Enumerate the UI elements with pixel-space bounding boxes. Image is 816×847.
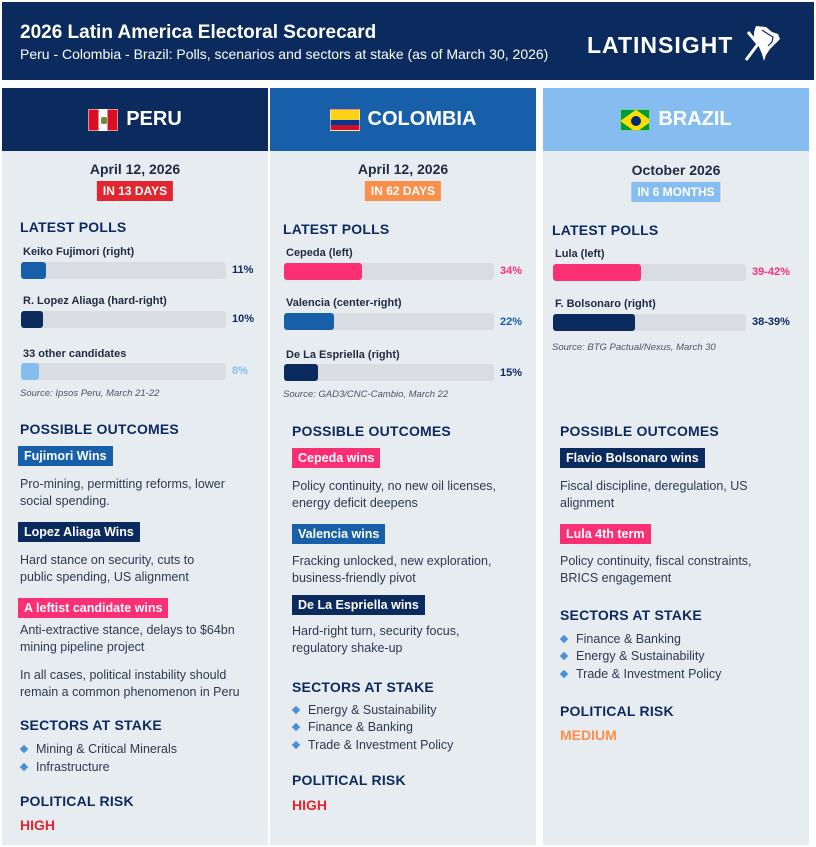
poll-label: R. Lopez Aliaga (hard-right) bbox=[23, 295, 167, 307]
outcome-note: In all cases, political instability should remain a common phenomenon in Peru bbox=[20, 668, 240, 699]
polls-title: LATEST POLLS bbox=[20, 219, 127, 235]
sectors-title: SECTORS AT STAKE bbox=[292, 679, 434, 695]
poll-value: 15% bbox=[500, 367, 523, 379]
outcome-tag: Flavio Bolsonaro wins bbox=[560, 448, 705, 468]
peru-column bbox=[2, 88, 268, 845]
outcome-description: Policy continuity, no new oil licenses, energy deficit deepens bbox=[292, 479, 497, 510]
outcome-description: Hard-right turn, security focus, regulatory shake-up bbox=[292, 624, 460, 655]
risk-title: POLITICAL RISK bbox=[560, 703, 674, 719]
page-subtitle: Peru - Colombia - Brazil: Polls, scenarios and sectors at stake (as of March 30, 2026) bbox=[20, 46, 549, 62]
countdown-badge: IN 62 DAYS bbox=[365, 181, 441, 201]
risk-level: HIGH bbox=[292, 797, 327, 813]
outcome-description: Pro-mining, permitting reforms, lower social spending. bbox=[20, 477, 225, 508]
poll-label: 33 other candidates bbox=[23, 348, 127, 360]
poll-value: 11% bbox=[232, 264, 254, 276]
sector-item: Finance & Banking bbox=[293, 720, 413, 734]
poll-bar-track bbox=[284, 263, 494, 280]
poll-value: 39-42% bbox=[752, 266, 790, 278]
country-name: COLOMBIA bbox=[367, 108, 477, 130]
election-date: October 2026 bbox=[631, 162, 721, 178]
outcome-tag: De La Espriella wins bbox=[292, 595, 425, 615]
poll-label: De La Espriella (right) bbox=[286, 349, 400, 361]
page-title: 2026 Latin America Electoral Scorecard bbox=[20, 22, 377, 43]
diamond-bullet-icon bbox=[20, 763, 28, 771]
peru-flag-icon bbox=[88, 109, 118, 131]
diamond-bullet-icon bbox=[560, 635, 568, 643]
poll-value: 10% bbox=[232, 313, 255, 325]
peru-column-header bbox=[2, 88, 268, 151]
poll-label: F. Bolsonaro (right) bbox=[555, 298, 656, 310]
poll-value: 8% bbox=[232, 365, 248, 377]
polls-title: LATEST POLLS bbox=[283, 221, 390, 237]
risk-title: POLITICAL RISK bbox=[20, 793, 134, 809]
poll-bar-track bbox=[284, 313, 494, 330]
poll-source: Source: BTG Pactual/Nexus, March 30 bbox=[552, 342, 716, 353]
outcome-description: Policy continuity, fiscal constraints, BRICS engagement bbox=[560, 554, 752, 585]
latin-america-map-icon bbox=[742, 22, 784, 64]
diamond-bullet-icon bbox=[560, 652, 568, 660]
diamond-bullet-icon bbox=[292, 706, 300, 714]
brazil-column bbox=[543, 88, 809, 845]
poll-bar bbox=[284, 313, 334, 330]
poll-bar bbox=[553, 314, 635, 331]
colombia-flag-icon bbox=[330, 109, 360, 131]
outcome-tag: Valencia wins bbox=[292, 524, 385, 544]
poll-label: Cepeda (left) bbox=[286, 247, 353, 259]
brand-logo-text: LATINSIGHT bbox=[587, 32, 734, 58]
poll-value: 34% bbox=[500, 265, 523, 277]
diamond-bullet-icon bbox=[292, 723, 300, 731]
outcome-description: Anti-extractive stance, delays to $64bn mining pipeline project bbox=[20, 623, 235, 654]
outcome-tag: Fujimori Wins bbox=[18, 446, 113, 466]
outcome-description: Hard stance on security, cuts to public spending, US alignment bbox=[20, 553, 195, 584]
sector-item: Infrastructure bbox=[21, 760, 110, 774]
colombia-column bbox=[270, 88, 536, 845]
outcomes-title: POSSIBLE OUTCOMES bbox=[20, 421, 179, 437]
sector-item: Energy & Sustainability bbox=[561, 649, 705, 663]
poll-label: Lula (left) bbox=[555, 248, 605, 260]
poll-bar bbox=[553, 264, 641, 281]
election-date: April 12, 2026 bbox=[89, 161, 181, 177]
polls-title: LATEST POLLS bbox=[552, 222, 659, 238]
countdown-badge: IN 13 DAYS bbox=[97, 181, 173, 201]
poll-source: Source: Ipsos Peru, March 21-22 bbox=[20, 388, 160, 399]
outcome-tag: Lopez Aliaga Wins bbox=[18, 522, 140, 542]
outcomes-title: POSSIBLE OUTCOMES bbox=[560, 423, 719, 439]
outcome-tag: A leftist candidate wins bbox=[18, 598, 168, 618]
outcome-tag: Lula 4th term bbox=[560, 524, 651, 544]
poll-bar-track bbox=[21, 363, 226, 380]
outcome-description: Fracking unlocked, new exploration, business-friendly pivot bbox=[292, 554, 492, 585]
risk-level: HIGH bbox=[20, 817, 55, 833]
diamond-bullet-icon bbox=[292, 741, 300, 749]
colombia-column-header bbox=[270, 88, 536, 151]
poll-bar-track bbox=[284, 364, 494, 381]
poll-bar bbox=[21, 262, 46, 279]
poll-bar-track bbox=[21, 262, 226, 279]
brazil-column-header bbox=[543, 88, 809, 151]
sectors-title: SECTORS AT STAKE bbox=[560, 607, 702, 623]
poll-bar bbox=[21, 363, 39, 380]
outcomes-title: POSSIBLE OUTCOMES bbox=[292, 423, 451, 439]
poll-bar-track bbox=[21, 311, 226, 328]
brazil-flag-icon bbox=[620, 109, 650, 131]
country-name: PERU bbox=[126, 108, 182, 130]
poll-value: 38-39% bbox=[752, 316, 790, 328]
outcome-description: Fiscal discipline, deregulation, US alignment bbox=[560, 479, 748, 510]
poll-bar bbox=[284, 263, 362, 280]
poll-bar bbox=[21, 311, 43, 328]
election-date: April 12, 2026 bbox=[357, 161, 449, 177]
diamond-bullet-icon bbox=[20, 745, 28, 753]
sector-item: Finance & Banking bbox=[561, 632, 681, 646]
sectors-title: SECTORS AT STAKE bbox=[20, 717, 162, 733]
poll-label: Valencia (center-right) bbox=[286, 297, 402, 309]
risk-level: MEDIUM bbox=[560, 727, 617, 743]
poll-bar-track bbox=[553, 264, 746, 281]
risk-title: POLITICAL RISK bbox=[292, 772, 406, 788]
poll-value: 22% bbox=[500, 316, 523, 328]
poll-bar-track bbox=[553, 314, 746, 331]
sector-item: Mining & Critical Minerals bbox=[21, 742, 177, 756]
sector-item: Trade & Investment Policy bbox=[561, 667, 721, 681]
country-name: BRAZIL bbox=[658, 108, 732, 130]
sector-item: Energy & Sustainability bbox=[293, 703, 437, 717]
sector-item: Trade & Investment Policy bbox=[293, 738, 453, 752]
poll-bar bbox=[284, 364, 318, 381]
poll-source: Source: GAD3/CNC-Cambio, March 22 bbox=[283, 389, 449, 400]
header-banner bbox=[2, 2, 814, 80]
countdown-badge: IN 6 MONTHS bbox=[631, 182, 720, 202]
outcome-tag: Cepeda wins bbox=[292, 448, 380, 468]
poll-label: Keiko Fujimori (right) bbox=[23, 246, 135, 258]
diamond-bullet-icon bbox=[560, 670, 568, 678]
